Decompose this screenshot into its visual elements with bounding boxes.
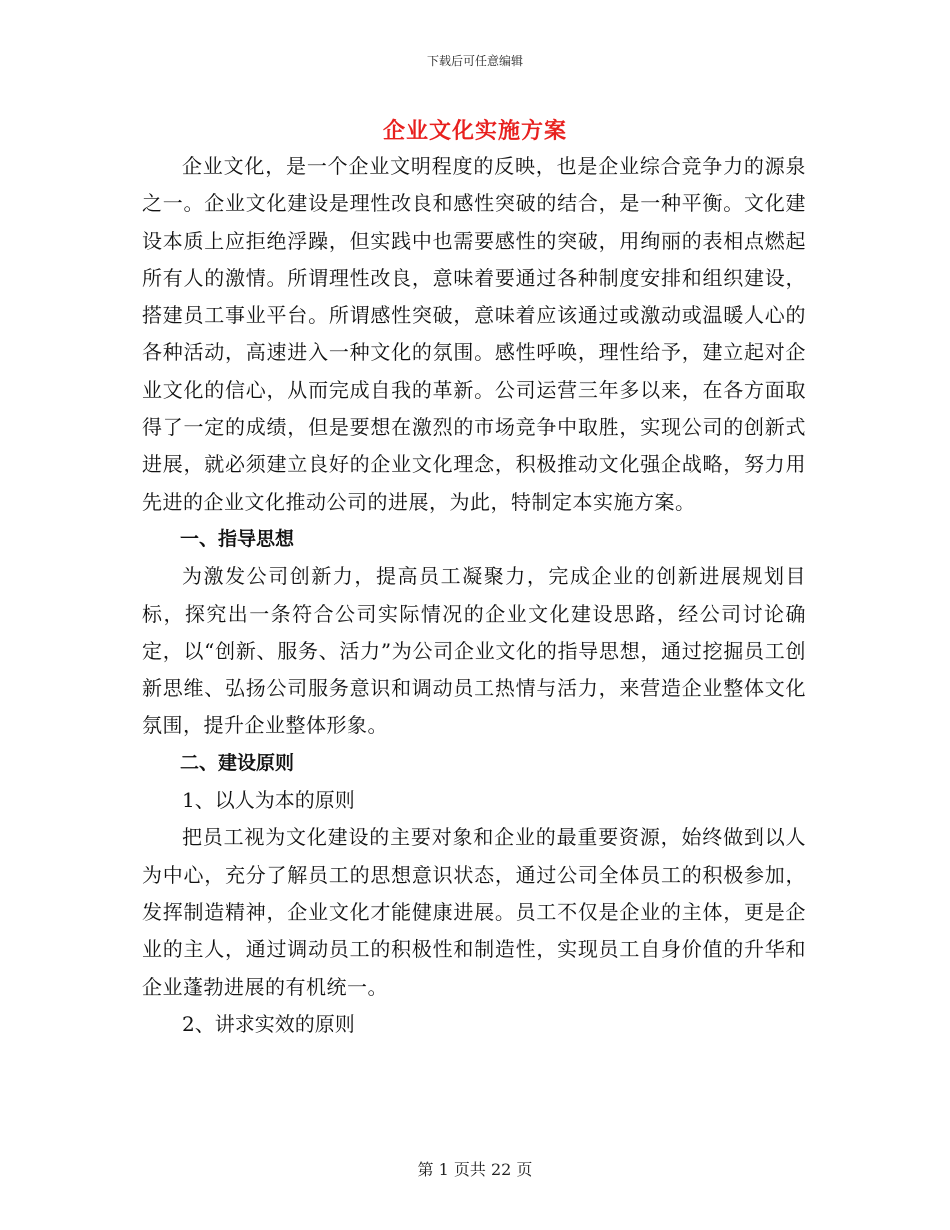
principle-2-title: 2、讲求实效的原则 bbox=[182, 1011, 355, 1036]
page-number: 第 1 页共 22 页 bbox=[417, 1160, 533, 1179]
principle-1-title: 1、以人为本的原则 bbox=[182, 788, 355, 813]
section-heading-guiding-ideology: 一、指导思想 bbox=[180, 527, 295, 550]
intro-paragraph: 企业文化，是一个企业文明程度的反映，也是企业综合竞争力的源泉之一。企业文化建设是理性改良和感性突破的结合，是一种平衡。文化建设本质上应拒绝浮躁，但实践中也需要感性的突破，用绚丽的表相点燃起所有人的激情。所谓理性改良，意味着要通过各种制度安排和组织建设，搭建员工事业平台。所谓感性突破，意味着应该通过或激动或温暖人心的各种活动，高速进入一种文化的氛围。感性呼唤，理性给予，建立起对企业文化的信心，从而完成自我的革新。公司运营三年多以来，在各方面取得了一定的成绩，但是要想在激烈的市场竞争中取胜，实现公司的创新式进展，就必须建立良好的企业文化理念，积极推动文化强企战略，努力用先进的企业文化推动公司的进展，为此，特制定本实施方案。 bbox=[142, 154, 806, 514]
section-heading-construction-principles: 二、建设原则 bbox=[180, 751, 295, 774]
document-body bbox=[142, 148, 806, 1043]
principle-1-paragraph: 把员工视为文化建设的主要对象和企业的最重要资源，始终做到以人为中心，充分了解员工的思想意识状态，通过公司全体员工的积极参加，发挥制造精神，企业文化才能健康进展。员工不仅是企业的主体，更是企业的主人，通过调动员工的积极性和制造性，实现员工自身价值的升华和企业蓬勃进展的有机统一。 bbox=[142, 825, 806, 999]
page-header: 下载后可任意编辑 bbox=[426, 54, 523, 68]
document-title: 企业文化实施方案 bbox=[382, 118, 567, 144]
guiding-ideology-paragraph: 为激发公司创新力，提高员工凝聚力，完成企业的创新进展规划目标，探究出一条符合公司实际情况的企业文化建设思路，经公司讨论确定，以“创新、服务、活力”为公司企业文化的指导思想，通过挖掘员工创新思维、弘扬公司服务意识和调动员工热情与活力，来营造企业整体文化氛围，提升企业整体形象。 bbox=[142, 564, 806, 738]
